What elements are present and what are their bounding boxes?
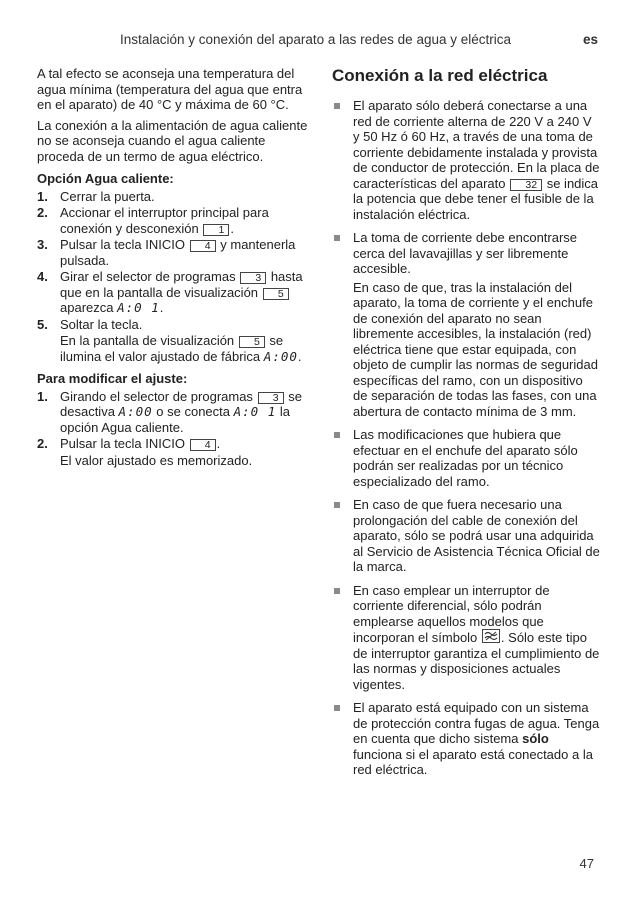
bullet-text xyxy=(353,583,600,693)
hot-water-steps xyxy=(37,189,309,333)
bullet-square-icon xyxy=(334,502,340,508)
step-2 xyxy=(37,436,309,452)
step-text: aparezca xyxy=(60,300,114,315)
step-1 xyxy=(37,389,309,436)
bullet-item xyxy=(332,230,600,419)
step-text: Girar el selector de programas xyxy=(60,269,236,284)
bullet-text: La toma de corriente debe encontrarse cerca del lavavajillas y ser libremente accesible. xyxy=(353,230,578,276)
electrical-bullets xyxy=(332,98,600,778)
note-text: En la pantalla de visualización xyxy=(60,333,235,348)
bullet-text: Las modificaciones que hubiera que efectuar en el enchufe del aparato sólo podrán ser realizadas por un técnico especializado del ramo. xyxy=(353,427,578,489)
display-readout: A:0 1 xyxy=(233,404,277,419)
step-text: Soltar la tecla. xyxy=(60,316,143,332)
step-number: 3. xyxy=(37,237,48,252)
step-4 xyxy=(37,269,309,316)
bullet-item xyxy=(332,427,600,489)
step-number: 2. xyxy=(37,436,48,451)
page-header xyxy=(0,32,638,52)
bullet-text xyxy=(353,700,600,778)
modify-setting-heading: Para modificar el ajuste: xyxy=(37,371,188,386)
step-3 xyxy=(37,237,309,268)
step-number: 5. xyxy=(37,316,48,332)
intro-paragraph-1: A tal efecto se aconseja una temperatura del agua mínima (temperatura del agua que entra en el aparato) de 40 °C y máxima de 60 °C. xyxy=(37,66,303,112)
step-number: 1. xyxy=(37,188,48,204)
step-text: y mantenerla pulsada. xyxy=(60,237,296,268)
key-reference: 1 xyxy=(203,224,229,236)
step-text: o se conecta xyxy=(156,404,230,419)
step-5 xyxy=(37,317,309,333)
step-2-note: El valor ajustado es memorizado. xyxy=(60,452,253,468)
bullet-text xyxy=(353,98,600,222)
right-column xyxy=(332,66,600,786)
bullet-text-part: El aparato sólo deberá conectarse a una red de corriente alterna de 220 V a 240 V y 50 Hz ó 60 Hz, a través de una toma de corriente debidamente instalada y provista de conductor de protección. En la placa de características del aparato xyxy=(353,98,600,191)
step-text: . xyxy=(230,220,235,236)
note-text: se ilumina el valor ajustado de fábrica xyxy=(60,333,284,364)
key-reference: 3 xyxy=(240,272,266,284)
modify-steps xyxy=(37,389,309,452)
bullet-item xyxy=(332,497,600,575)
step-5-note xyxy=(37,333,309,364)
step-text: Pulsar la tecla INICIO xyxy=(60,237,185,252)
key-reference: 5 xyxy=(239,336,265,348)
rcd-symbol-icon xyxy=(482,629,500,643)
step-text: la opción Agua caliente. xyxy=(60,404,291,435)
note-text: . xyxy=(297,348,302,364)
language-code: es xyxy=(582,32,598,47)
step-text: hasta que en la pantalla de visualización xyxy=(60,269,303,300)
intro-paragraph-2: La conexión a la alimentación de agua caliente no se aconseja cuando el agua caliente proceda de un termo de agua eléctrico. xyxy=(37,117,308,164)
key-reference: 4 xyxy=(190,439,216,451)
step-text: Girando el selector de programas xyxy=(60,388,253,404)
bullet-text-part: . Sólo este tipo de interruptor garantiza el cumplimiento de las normas y disposiciones actuales vigentes. xyxy=(353,630,600,692)
step-number: 4. xyxy=(37,269,48,284)
bullet-item xyxy=(332,98,600,222)
bullet-square-icon xyxy=(334,103,340,109)
bullet-item xyxy=(332,700,600,778)
key-reference: 5 xyxy=(263,288,289,300)
bullet-text-part: funciona si el aparato está conectado a la red eléctrica. xyxy=(353,746,593,777)
header-title: Instalación y conexión del aparato a las redes de agua y eléctrica xyxy=(120,32,511,47)
step-text: . xyxy=(216,436,221,451)
step-text: . xyxy=(159,300,164,315)
step-text: Accionar el interruptor principal para conexión y desconexión xyxy=(60,205,269,236)
bullet-text-bold: sólo xyxy=(522,731,549,746)
step-2 xyxy=(37,205,309,236)
bullet-item xyxy=(332,583,600,693)
section-heading: Conexión a la red eléctrica xyxy=(332,66,548,85)
bullet-square-icon xyxy=(334,235,340,241)
step-1 xyxy=(37,189,309,205)
step-number: 2. xyxy=(37,205,48,220)
bullet-text-part: En caso emplear un interruptor de corriente diferencial, sólo podrán emplearse aquellos modelos que incorporan el símbolo xyxy=(353,582,550,645)
bullet-text: En caso de que, tras la instalación del aparato, la toma de corriente y el enchufe de conexión del aparato no sean libremente accesibles, la instalación (red) eléctrica tiene que estar equipada, con objeto de cumplir las normas de seguridad específicas del ramo, con un dispositivo de separación de todas las fases, con una abertura de contacto mínima de 3 mm. xyxy=(353,279,598,419)
display-readout: A:0 1 xyxy=(117,300,160,315)
left-column xyxy=(37,66,309,469)
key-reference: 32 xyxy=(510,179,542,191)
page-number: 47 xyxy=(579,856,594,871)
bullet-square-icon xyxy=(334,705,340,711)
bullet-square-icon xyxy=(334,588,340,594)
step-text: Cerrar la puerta. xyxy=(60,188,155,204)
display-readout: A:00 xyxy=(118,404,153,419)
bullet-text-part: El aparato está equipado con un sistema de protección contra fugas de agua. Tenga en cuenta que dicho sistema xyxy=(353,700,600,746)
step-text: se desactiva xyxy=(60,388,302,419)
step-text: Pulsar la tecla INICIO xyxy=(60,436,185,451)
bullet-square-icon xyxy=(334,432,340,438)
key-reference: 3 xyxy=(258,392,284,404)
key-reference: 4 xyxy=(190,240,216,252)
step-number: 1. xyxy=(37,388,48,404)
bullet-text: En caso de que fuera necesario una prolongación del cable de conexión del aparato, sólo se podrá usar una adquirida al Servicio de Asistencia Técnica Oficial de la marca. xyxy=(353,497,600,574)
bullet-text-part: se indica la potencia que debe tener el fusible de la instalación eléctrica. xyxy=(353,175,599,222)
hot-water-option-heading: Opción Agua caliente: xyxy=(37,171,174,186)
display-readout: A:00 xyxy=(263,348,298,364)
